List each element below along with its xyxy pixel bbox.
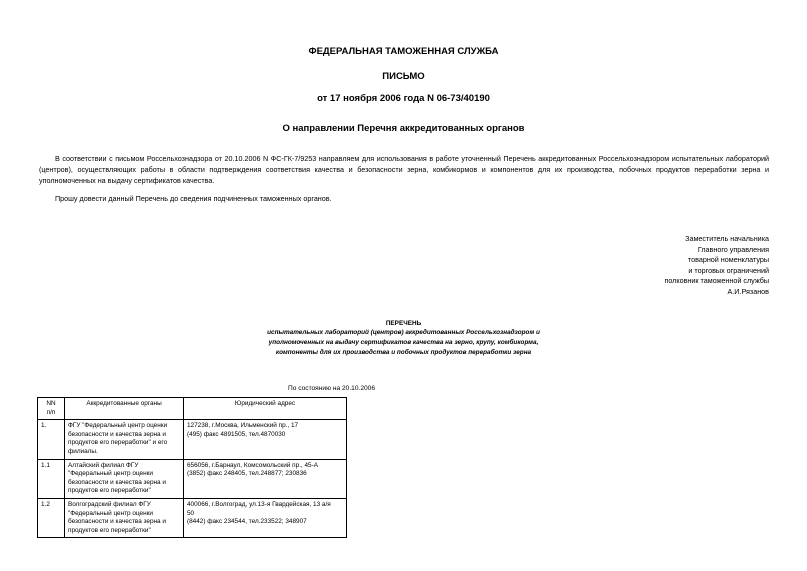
row-number: 1.2 <box>38 498 65 537</box>
list-subtitle-line: уполномоченных на выдачу сертификатов качества на зерно, крупу, комбикорма, <box>268 339 539 346</box>
signature-line: товарной номенклатуры <box>687 255 769 265</box>
signature-block <box>569 234 769 298</box>
column-header-organization: Аккредитованные органы <box>65 398 184 420</box>
body-paragraph-2: Прошу довести данный Перечень до сведения подчиненных таможенных органов. <box>55 194 332 203</box>
row-number: 1.1 <box>38 459 65 498</box>
signature-line: Главного управления <box>697 244 769 254</box>
list-subtitle-line: испытательных лабораторий (центров) аккредитованных Россельхознадзором и <box>267 329 540 336</box>
accredited-bodies-table <box>37 397 347 538</box>
table-row <box>38 459 347 498</box>
row-address: 400066, г.Волгоград, ул.13-я Гвардейская, 13 а/я 50 (8442) факс 234544, тел.233522; 348907 <box>184 498 347 537</box>
table-header-row <box>38 398 347 420</box>
document-subject: О направлении Перечня аккредитованных органов <box>282 123 525 134</box>
document-type: ПИСЬМО <box>382 71 425 82</box>
list-subtitle <box>0 328 807 358</box>
organization-title: ФЕДЕРАЛЬНАЯ ТАМОЖЕННАЯ СЛУЖБА <box>308 46 499 57</box>
column-header-number: NN п/п <box>38 398 65 420</box>
signatory-name: А.И.Рязанов <box>727 286 769 296</box>
row-organization: ФГУ "Федеральный центр оценки безопасности и качества зерна и продуктов его переработки" и его филиалы. <box>65 420 184 459</box>
row-address: 656056, г.Барнаул, Комсомольский пр., 45-А (3852) факс 248405, тел.248877; 230836 <box>184 459 347 498</box>
row-organization: Алтайский филиал ФГУ "Федеральный центр оценки безопасности и качества зерна и продуктов его переработки" <box>65 459 184 498</box>
signature-line: полковник таможенной службы <box>664 276 769 286</box>
document-date-number: от 17 ноября 2006 года N 06-73/40190 <box>317 93 490 104</box>
as-of-date: По состоянию на 20.10.2006 <box>288 385 376 392</box>
list-subtitle-line: компоненты для их производства и побочных продуктов переработки зерна <box>275 349 532 356</box>
row-organization: Волгоградский филиал ФГУ "Федеральный центр оценки безопасности и качества зерна и продуктов его переработки" <box>65 498 184 537</box>
row-number: 1. <box>38 420 65 459</box>
column-header-address: Юридический адрес <box>184 398 347 420</box>
body-paragraph-1: В соответствии с письмом Россельхознадзора от 20.10.2006 N ФС-ГК-7/9253 направляем для использования в работе уточненный Перечень аккредитованных Россельхознадзором испытательных лабораторий (центров), осуществляющих работы в области подтверждения соответствия качества и безопасности зерна, комбикормов и компонентов для их производства, побочных продуктов переработки зерна и уполномоченных на выдачу сертификатов качества. <box>39 154 769 185</box>
table-row <box>38 498 347 537</box>
table-row <box>38 420 347 459</box>
row-address: 127238, г.Москва, Ильменский пр., 17 (495) факс 4891505, тел.4870030 <box>184 420 347 459</box>
list-heading: ПЕРЕЧЕНЬ <box>385 320 422 327</box>
signature-line: Заместитель начальника <box>685 234 769 243</box>
signature-line: и торговых ограничений <box>688 265 769 275</box>
